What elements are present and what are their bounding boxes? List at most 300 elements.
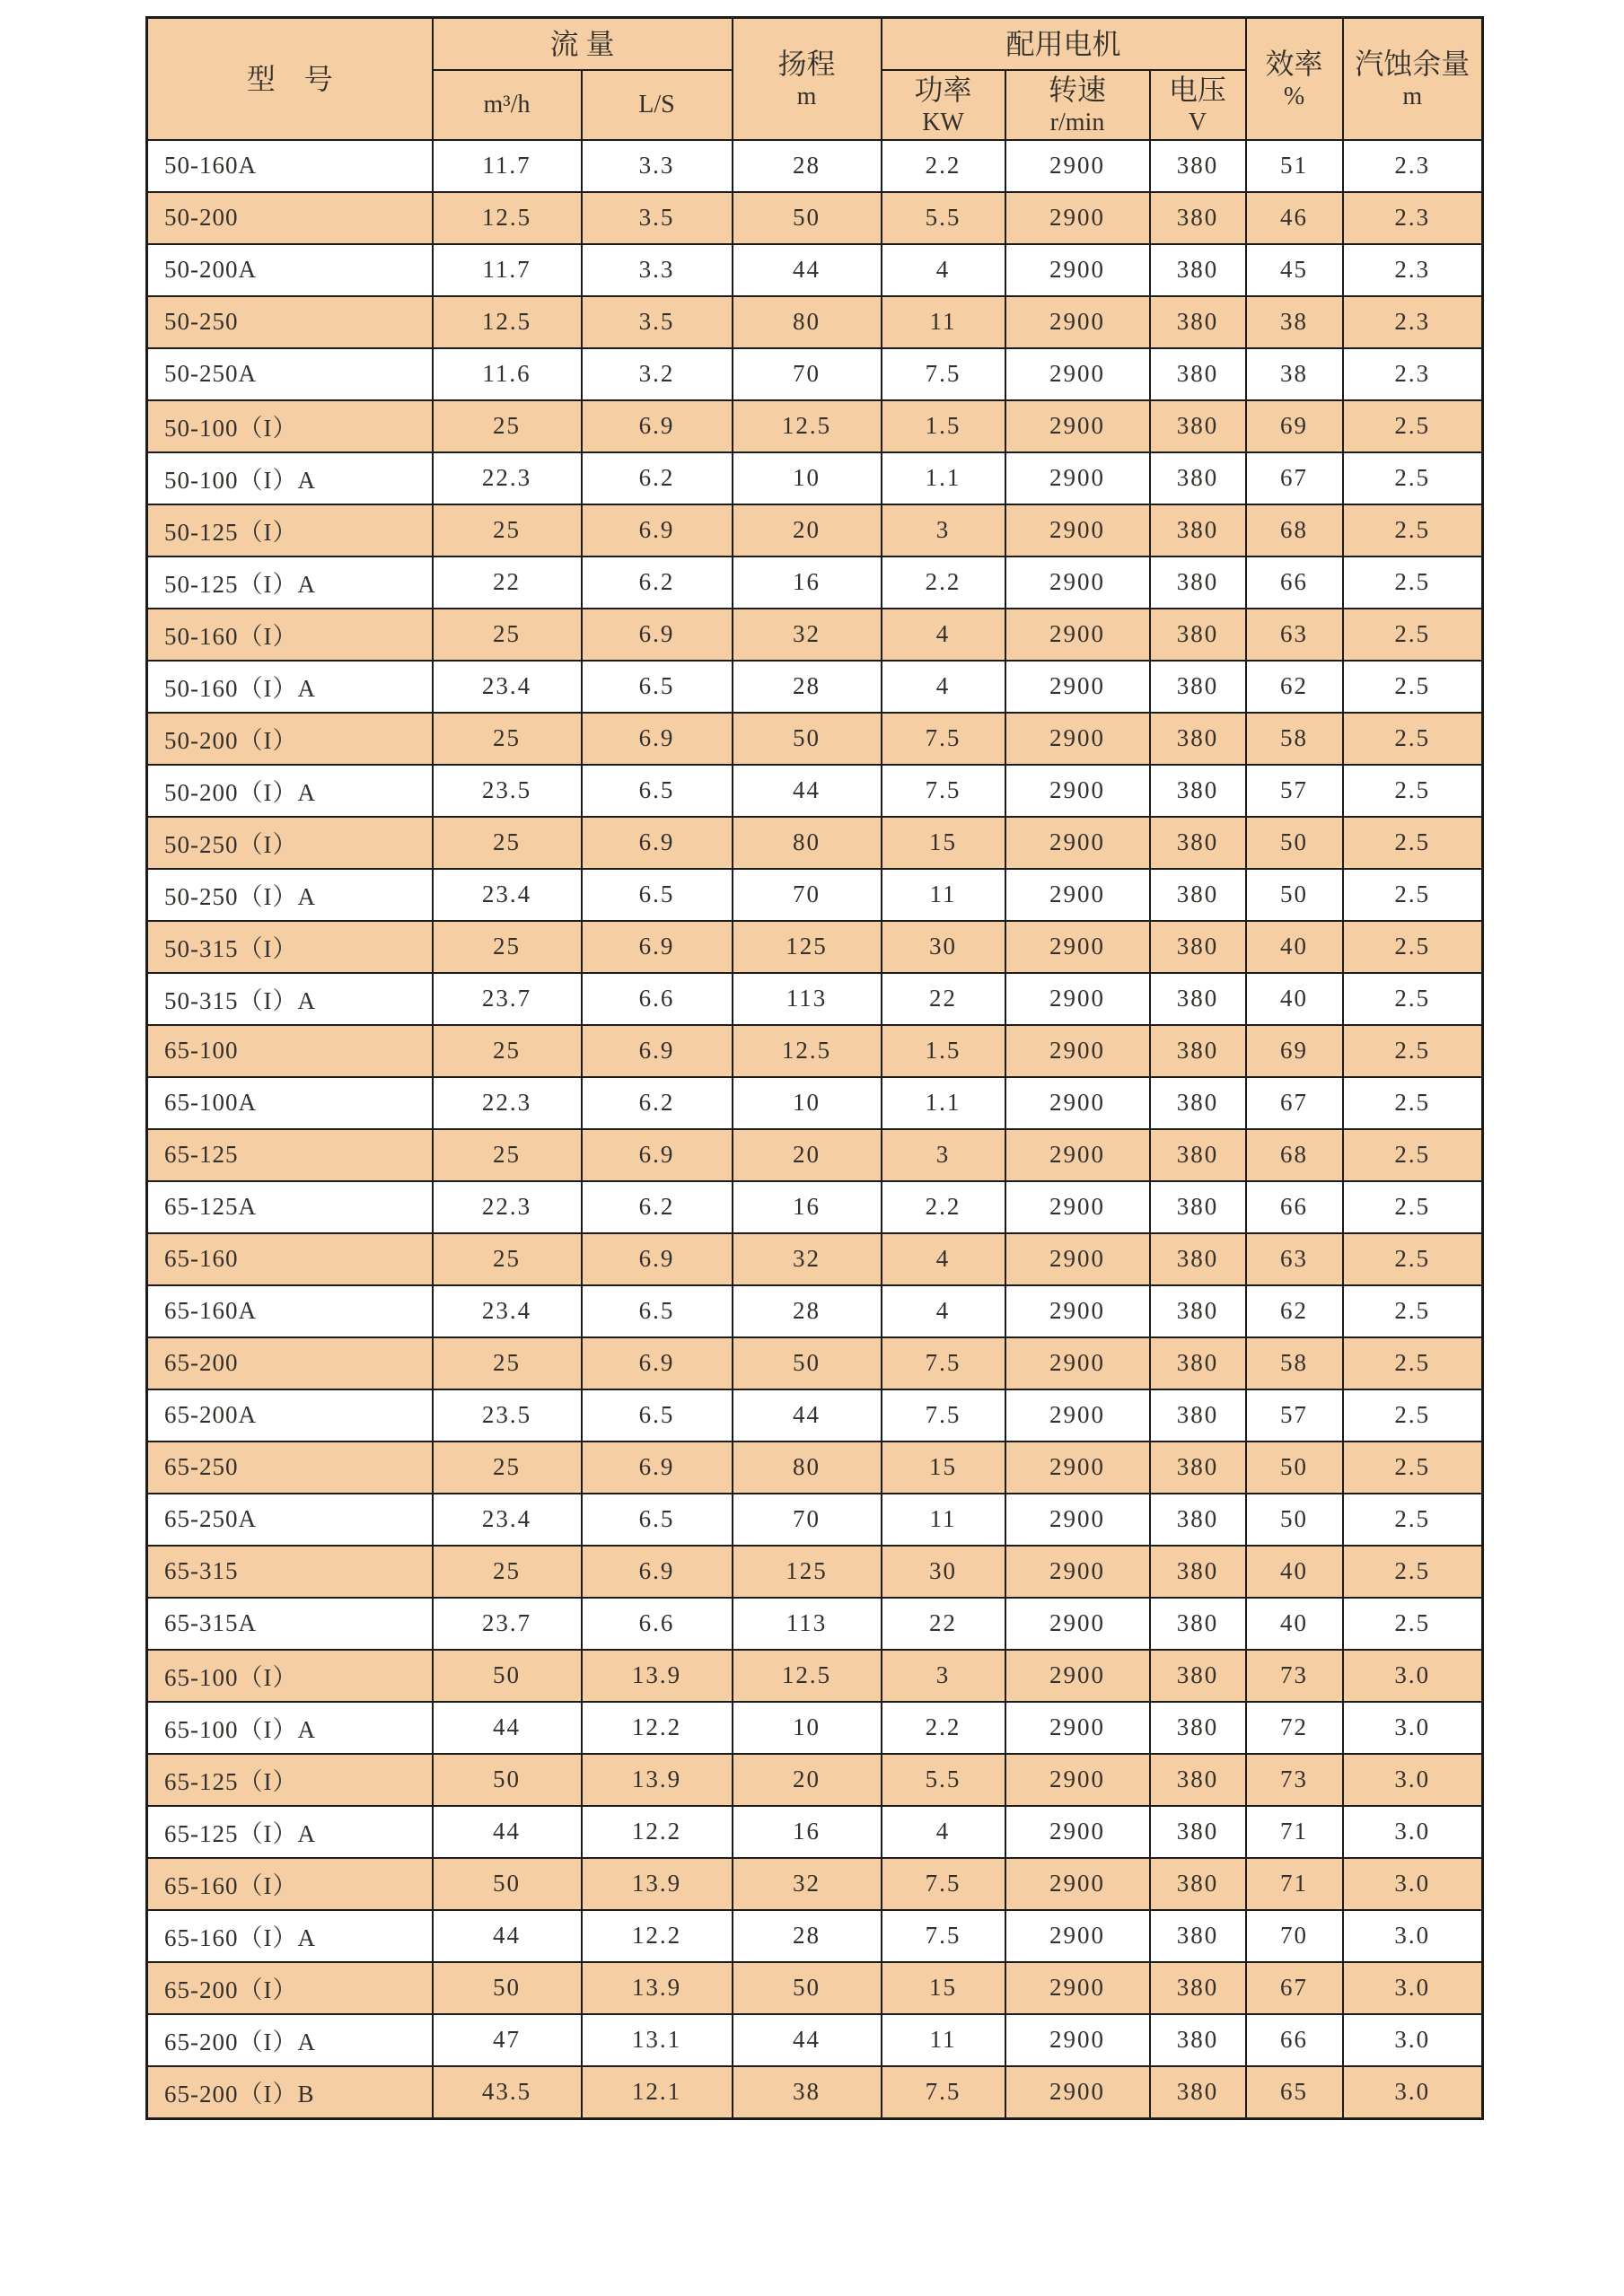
value-cell: 6.2 [582, 452, 733, 504]
value-cell: 12.5 [733, 1025, 882, 1077]
value-cell: 2.3 [1343, 244, 1483, 296]
table-row [147, 244, 1483, 296]
value-cell: 2.2 [882, 140, 1005, 192]
value-cell: 43.5 [433, 2066, 582, 2119]
value-cell: 7.5 [882, 1910, 1005, 1962]
value-cell: 16 [733, 1181, 882, 1233]
value-cell: 3.3 [582, 140, 733, 192]
value-cell: 63 [1246, 1233, 1343, 1285]
value-cell: 44 [733, 2014, 882, 2066]
header-flow-ls: L/S [582, 70, 733, 140]
value-cell: 3.3 [582, 244, 733, 296]
value-cell: 2.5 [1343, 1494, 1483, 1546]
value-cell: 2900 [1005, 973, 1150, 1025]
value-cell: 11.7 [433, 140, 582, 192]
value-cell: 2.5 [1343, 1181, 1483, 1233]
model-cell: 65-160（I） [147, 1858, 433, 1910]
value-cell: 70 [733, 869, 882, 921]
model-cell: 50-100（I）A [147, 452, 433, 504]
value-cell: 2.5 [1343, 504, 1483, 556]
value-cell: 2900 [1005, 1233, 1150, 1285]
table-row [147, 504, 1483, 556]
value-cell: 25 [433, 1337, 582, 1389]
value-cell: 2900 [1005, 1494, 1150, 1546]
value-cell: 2900 [1005, 1285, 1150, 1337]
table-row [147, 1494, 1483, 1546]
value-cell: 32 [733, 1858, 882, 1910]
value-cell: 44 [733, 765, 882, 817]
value-cell: 4 [882, 1806, 1005, 1858]
value-cell: 3.0 [1343, 1858, 1483, 1910]
value-cell: 6.9 [582, 713, 733, 765]
model-cell: 65-100（I） [147, 1650, 433, 1702]
value-cell: 3.5 [582, 192, 733, 244]
value-cell: 3.0 [1343, 1650, 1483, 1702]
value-cell: 50 [733, 1962, 882, 2014]
value-cell: 4 [882, 1233, 1005, 1285]
value-cell: 1.5 [882, 1025, 1005, 1077]
value-cell: 46 [1246, 192, 1343, 244]
value-cell: 2900 [1005, 1858, 1150, 1910]
value-cell: 72 [1246, 1702, 1343, 1754]
value-cell: 50 [733, 713, 882, 765]
value-cell: 67 [1246, 1962, 1343, 2014]
value-cell: 2900 [1005, 2066, 1150, 2119]
value-cell: 6.6 [582, 1598, 733, 1650]
value-cell: 125 [733, 921, 882, 973]
value-cell: 380 [1150, 452, 1246, 504]
value-cell: 2.2 [882, 556, 1005, 609]
value-cell: 113 [733, 973, 882, 1025]
value-cell: 6.2 [582, 1077, 733, 1129]
value-cell: 380 [1150, 140, 1246, 192]
value-cell: 380 [1150, 921, 1246, 973]
value-cell: 20 [733, 1129, 882, 1181]
model-cell: 50-250A [147, 348, 433, 400]
value-cell: 2.5 [1343, 713, 1483, 765]
header-voltage-unit: V [1188, 108, 1207, 136]
value-cell: 113 [733, 1598, 882, 1650]
value-cell: 7.5 [882, 348, 1005, 400]
value-cell: 69 [1246, 1025, 1343, 1077]
model-cell: 65-200（I）A [147, 2014, 433, 2066]
header-model [147, 18, 433, 140]
value-cell: 380 [1150, 1494, 1246, 1546]
model-cell: 50-315（I）A [147, 973, 433, 1025]
value-cell: 22.3 [433, 1181, 582, 1233]
value-cell: 2900 [1005, 1442, 1150, 1494]
value-cell: 380 [1150, 1546, 1246, 1598]
value-cell: 66 [1246, 556, 1343, 609]
value-cell: 2900 [1005, 1962, 1150, 2014]
value-cell: 70 [1246, 1910, 1343, 1962]
value-cell: 2900 [1005, 1806, 1150, 1858]
value-cell: 2.5 [1343, 1025, 1483, 1077]
table-body [147, 140, 1483, 2119]
value-cell: 380 [1150, 1962, 1246, 2014]
value-cell: 380 [1150, 2066, 1246, 2119]
value-cell: 2900 [1005, 1389, 1150, 1442]
value-cell: 13.9 [582, 1754, 733, 1806]
value-cell: 7.5 [882, 2066, 1005, 2119]
model-cell: 65-160A [147, 1285, 433, 1337]
value-cell: 45 [1246, 244, 1343, 296]
table-row [147, 2014, 1483, 2066]
value-cell: 62 [1246, 661, 1343, 713]
value-cell: 11 [882, 2014, 1005, 2066]
value-cell: 5.5 [882, 1754, 1005, 1806]
value-cell: 25 [433, 1233, 582, 1285]
table-row [147, 765, 1483, 817]
model-cell: 65-100A [147, 1077, 433, 1129]
table-row [147, 1910, 1483, 1962]
value-cell: 2900 [1005, 661, 1150, 713]
value-cell: 380 [1150, 609, 1246, 661]
value-cell: 25 [433, 817, 582, 869]
value-cell: 380 [1150, 1598, 1246, 1650]
value-cell: 380 [1150, 1129, 1246, 1181]
value-cell: 6.2 [582, 556, 733, 609]
value-cell: 2.5 [1343, 921, 1483, 973]
value-cell: 2.5 [1343, 400, 1483, 452]
table-row [147, 1702, 1483, 1754]
header-voltage-label: 电压 [1169, 73, 1227, 106]
header-motor-label: 配用电机 [1005, 27, 1121, 60]
value-cell: 15 [882, 817, 1005, 869]
header-flow-label: 流 量 [549, 27, 615, 60]
pump-spec-sheet [145, 16, 1484, 2120]
value-cell: 2.5 [1343, 452, 1483, 504]
value-cell: 2.5 [1343, 1337, 1483, 1389]
header-efficiency-unit: % [1283, 82, 1305, 110]
value-cell: 7.5 [882, 765, 1005, 817]
value-cell: 23.7 [433, 1598, 582, 1650]
value-cell: 12.5 [433, 296, 582, 348]
value-cell: 2.5 [1343, 1442, 1483, 1494]
table-row [147, 1598, 1483, 1650]
value-cell: 10 [733, 1702, 882, 1754]
value-cell: 44 [733, 244, 882, 296]
value-cell: 3.0 [1343, 2014, 1483, 2066]
model-cell: 50-200（I）A [147, 765, 433, 817]
value-cell: 2.2 [882, 1702, 1005, 1754]
value-cell: 2.5 [1343, 661, 1483, 713]
value-cell: 380 [1150, 244, 1246, 296]
value-cell: 3.0 [1343, 1754, 1483, 1806]
value-cell: 380 [1150, 1806, 1246, 1858]
value-cell: 25 [433, 1129, 582, 1181]
value-cell: 23.5 [433, 765, 582, 817]
header-voltage [1150, 70, 1246, 140]
value-cell: 13.9 [582, 1858, 733, 1910]
value-cell: 3 [882, 1129, 1005, 1181]
table-row [147, 1337, 1483, 1389]
value-cell: 2.5 [1343, 1233, 1483, 1285]
model-cell: 65-250A [147, 1494, 433, 1546]
value-cell: 6.2 [582, 1181, 733, 1233]
value-cell: 22.3 [433, 452, 582, 504]
value-cell: 2900 [1005, 1025, 1150, 1077]
value-cell: 2.5 [1343, 817, 1483, 869]
table-row [147, 1233, 1483, 1285]
value-cell: 380 [1150, 1181, 1246, 1233]
value-cell: 44 [733, 1389, 882, 1442]
table-row [147, 661, 1483, 713]
model-cell: 50-315（I） [147, 921, 433, 973]
value-cell: 6.5 [582, 869, 733, 921]
value-cell: 58 [1246, 713, 1343, 765]
value-cell: 25 [433, 609, 582, 661]
value-cell: 6.5 [582, 1494, 733, 1546]
value-cell: 51 [1246, 140, 1343, 192]
value-cell: 25 [433, 921, 582, 973]
value-cell: 44 [433, 1806, 582, 1858]
value-cell: 68 [1246, 1129, 1343, 1181]
table-header [147, 18, 1483, 140]
table-row [147, 1546, 1483, 1598]
header-flow [433, 18, 733, 70]
value-cell: 380 [1150, 1025, 1246, 1077]
value-cell: 71 [1246, 1806, 1343, 1858]
value-cell: 4 [882, 244, 1005, 296]
header-efficiency-label: 效率 [1265, 47, 1323, 80]
value-cell: 6.9 [582, 1546, 733, 1598]
value-cell: 67 [1246, 452, 1343, 504]
model-cell: 50-160（I）A [147, 661, 433, 713]
model-cell: 50-200（I） [147, 713, 433, 765]
table-row [147, 1858, 1483, 1910]
value-cell: 28 [733, 1285, 882, 1337]
value-cell: 50 [1246, 1442, 1343, 1494]
value-cell: 380 [1150, 765, 1246, 817]
value-cell: 2.5 [1343, 765, 1483, 817]
value-cell: 2900 [1005, 244, 1150, 296]
value-cell: 2.3 [1343, 296, 1483, 348]
value-cell: 2.5 [1343, 556, 1483, 609]
value-cell: 6.6 [582, 973, 733, 1025]
table-row [147, 1025, 1483, 1077]
value-cell: 71 [1246, 1858, 1343, 1910]
header-model-label: 型 号 [246, 62, 333, 95]
value-cell: 23.4 [433, 1494, 582, 1546]
value-cell: 380 [1150, 1233, 1246, 1285]
value-cell: 380 [1150, 348, 1246, 400]
value-cell: 380 [1150, 713, 1246, 765]
value-cell: 38 [1246, 348, 1343, 400]
value-cell: 12.5 [733, 400, 882, 452]
value-cell: 2.3 [1343, 140, 1483, 192]
value-cell: 38 [733, 2066, 882, 2119]
value-cell: 380 [1150, 817, 1246, 869]
value-cell: 69 [1246, 400, 1343, 452]
value-cell: 2900 [1005, 609, 1150, 661]
value-cell: 62 [1246, 1285, 1343, 1337]
value-cell: 28 [733, 1910, 882, 1962]
value-cell: 6.9 [582, 1025, 733, 1077]
table-row [147, 869, 1483, 921]
value-cell: 38 [1246, 296, 1343, 348]
header-power-label: 功率 [914, 73, 972, 106]
value-cell: 380 [1150, 504, 1246, 556]
value-cell: 2900 [1005, 192, 1150, 244]
value-cell: 3.2 [582, 348, 733, 400]
value-cell: 380 [1150, 1389, 1246, 1442]
model-cell: 65-100（I）A [147, 1702, 433, 1754]
model-cell: 50-250（I） [147, 817, 433, 869]
value-cell: 3.5 [582, 296, 733, 348]
value-cell: 22.3 [433, 1077, 582, 1129]
table-row [147, 1077, 1483, 1129]
model-cell: 65-125 [147, 1129, 433, 1181]
value-cell: 380 [1150, 1702, 1246, 1754]
value-cell: 2900 [1005, 1754, 1150, 1806]
value-cell: 12.1 [582, 2066, 733, 2119]
value-cell: 66 [1246, 2014, 1343, 2066]
value-cell: 380 [1150, 1337, 1246, 1389]
table-row [147, 1442, 1483, 1494]
table-row [147, 2066, 1483, 2119]
table-row [147, 1650, 1483, 1702]
value-cell: 1.1 [882, 1077, 1005, 1129]
value-cell: 63 [1246, 609, 1343, 661]
value-cell: 7.5 [882, 1337, 1005, 1389]
value-cell: 6.9 [582, 817, 733, 869]
value-cell: 12.5 [733, 1650, 882, 1702]
value-cell: 40 [1246, 1598, 1343, 1650]
value-cell: 380 [1150, 1754, 1246, 1806]
value-cell: 66 [1246, 1181, 1343, 1233]
value-cell: 7.5 [882, 1858, 1005, 1910]
value-cell: 2900 [1005, 140, 1150, 192]
model-cell: 50-125（I） [147, 504, 433, 556]
value-cell: 2.3 [1343, 192, 1483, 244]
table-row [147, 817, 1483, 869]
value-cell: 25 [433, 1442, 582, 1494]
value-cell: 30 [882, 1546, 1005, 1598]
value-cell: 2.5 [1343, 609, 1483, 661]
value-cell: 2.2 [882, 1181, 1005, 1233]
value-cell: 6.5 [582, 765, 733, 817]
value-cell: 380 [1150, 661, 1246, 713]
value-cell: 6.9 [582, 400, 733, 452]
value-cell: 3.0 [1343, 1806, 1483, 1858]
value-cell: 1.1 [882, 452, 1005, 504]
value-cell: 2900 [1005, 817, 1150, 869]
value-cell: 2900 [1005, 1129, 1150, 1181]
value-cell: 50 [433, 1962, 582, 2014]
value-cell: 2900 [1005, 1598, 1150, 1650]
value-cell: 1.5 [882, 400, 1005, 452]
value-cell: 50 [733, 192, 882, 244]
value-cell: 3 [882, 504, 1005, 556]
table-row [147, 973, 1483, 1025]
value-cell: 44 [433, 1702, 582, 1754]
value-cell: 4 [882, 609, 1005, 661]
value-cell: 23.5 [433, 1389, 582, 1442]
header-efficiency [1246, 18, 1343, 140]
value-cell: 6.9 [582, 609, 733, 661]
value-cell: 2.3 [1343, 348, 1483, 400]
value-cell: 2900 [1005, 1337, 1150, 1389]
value-cell: 6.5 [582, 1285, 733, 1337]
model-cell: 65-200（I）B [147, 2066, 433, 2119]
header-power [882, 70, 1005, 140]
value-cell: 380 [1150, 1910, 1246, 1962]
model-cell: 50-125（I）A [147, 556, 433, 609]
value-cell: 4 [882, 1285, 1005, 1337]
header-speed [1005, 70, 1150, 140]
header-flow-m3h: m³/h [433, 70, 582, 140]
value-cell: 12.2 [582, 1702, 733, 1754]
value-cell: 57 [1246, 765, 1343, 817]
table-row [147, 1962, 1483, 2014]
value-cell: 2900 [1005, 713, 1150, 765]
value-cell: 23.4 [433, 1285, 582, 1337]
value-cell: 25 [433, 400, 582, 452]
value-cell: 80 [733, 817, 882, 869]
value-cell: 2900 [1005, 1546, 1150, 1598]
model-cell: 65-200（I） [147, 1962, 433, 2014]
value-cell: 2900 [1005, 869, 1150, 921]
value-cell: 15 [882, 1962, 1005, 2014]
table-row [147, 556, 1483, 609]
header-head [733, 18, 882, 140]
value-cell: 380 [1150, 1442, 1246, 1494]
value-cell: 2900 [1005, 2014, 1150, 2066]
value-cell: 22 [882, 973, 1005, 1025]
value-cell: 380 [1150, 1858, 1246, 1910]
model-cell: 65-125（I）A [147, 1806, 433, 1858]
value-cell: 40 [1246, 973, 1343, 1025]
value-cell: 2900 [1005, 1910, 1150, 1962]
value-cell: 2900 [1005, 296, 1150, 348]
value-cell: 73 [1246, 1650, 1343, 1702]
value-cell: 3 [882, 1650, 1005, 1702]
value-cell: 28 [733, 140, 882, 192]
header-npsh-unit: m [1402, 82, 1423, 110]
model-cell: 65-315A [147, 1598, 433, 1650]
value-cell: 70 [733, 348, 882, 400]
value-cell: 12.2 [582, 1806, 733, 1858]
value-cell: 32 [733, 609, 882, 661]
value-cell: 23.4 [433, 869, 582, 921]
value-cell: 2900 [1005, 504, 1150, 556]
table-row [147, 452, 1483, 504]
header-npsh [1343, 18, 1483, 140]
value-cell: 380 [1150, 1650, 1246, 1702]
value-cell: 68 [1246, 504, 1343, 556]
value-cell: 40 [1246, 1546, 1343, 1598]
value-cell: 380 [1150, 296, 1246, 348]
table-row [147, 1754, 1483, 1806]
value-cell: 13.9 [582, 1650, 733, 1702]
value-cell: 22 [433, 556, 582, 609]
table-row [147, 140, 1483, 192]
value-cell: 2.5 [1343, 1598, 1483, 1650]
value-cell: 7.5 [882, 1389, 1005, 1442]
header-head-label: 扬程 [777, 47, 836, 80]
value-cell: 73 [1246, 1754, 1343, 1806]
value-cell: 50 [433, 1754, 582, 1806]
table-row [147, 1129, 1483, 1181]
value-cell: 2.5 [1343, 869, 1483, 921]
value-cell: 2900 [1005, 556, 1150, 609]
value-cell: 380 [1150, 556, 1246, 609]
value-cell: 3.0 [1343, 2066, 1483, 2119]
value-cell: 13.9 [582, 1962, 733, 2014]
value-cell: 11 [882, 869, 1005, 921]
value-cell: 6.9 [582, 1129, 733, 1181]
